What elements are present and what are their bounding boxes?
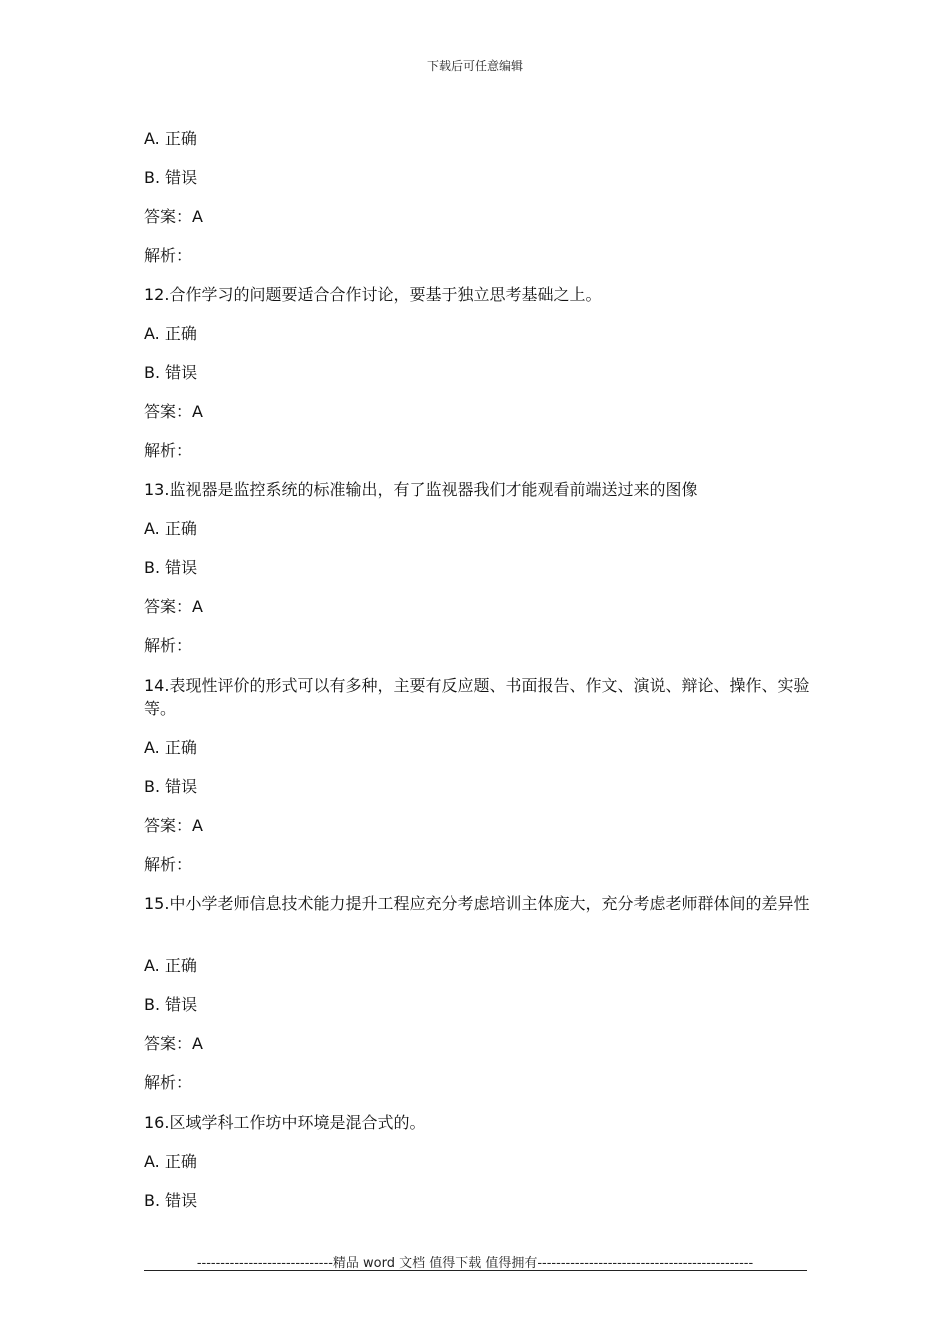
option-a: A. 正确	[144, 519, 197, 538]
option-b: B. 错误	[144, 1191, 198, 1210]
option-a: A. 正确	[144, 956, 197, 975]
option-a: A. 正确	[144, 738, 197, 757]
question-15: 15.中小学老师信息技术能力提升工程应充分考虑培训主体庞大，充分考虑老师群体间的差异性	[144, 894, 810, 913]
analysis-line: 解析：	[144, 636, 193, 655]
option-b: B. 错误	[144, 777, 198, 796]
analysis-line: 解析：	[144, 855, 193, 874]
answer-line: 答案：A	[144, 816, 203, 835]
answer-line: 答案：A	[144, 597, 203, 616]
analysis-line: 解析：	[144, 441, 193, 460]
option-a: A. 正确	[144, 129, 197, 148]
analysis-line: 解析：	[144, 1073, 193, 1092]
analysis-line: 解析：	[144, 246, 193, 265]
answer-line: 答案：A	[144, 402, 203, 421]
footer-divider	[144, 1270, 807, 1271]
option-a: A. 正确	[144, 1152, 197, 1171]
answer-line: 答案：A	[144, 1034, 203, 1053]
page-header-note: 下载后可任意编辑	[426, 59, 523, 73]
question-14: 14.表现性评价的形式可以有多种，主要有反应题、书面报告、作文、演说、辩论、操作、实验等。	[144, 676, 810, 718]
option-b: B. 错误	[144, 558, 198, 577]
option-b: B. 错误	[144, 168, 198, 187]
question-12: 12.合作学习的问题要适合合作讨论，要基于独立思考基础之上。	[144, 285, 602, 304]
option-b: B. 错误	[144, 995, 198, 1014]
answer-line: 答案：A	[144, 207, 203, 226]
question-13: 13.监视器是监控系统的标准输出，有了监视器我们才能观看前端送过来的图像	[144, 480, 698, 499]
option-b: B. 错误	[144, 363, 198, 382]
page-footer-note: -----------------------------精品 word 文档 值得下载 值得拥有----------------------------------------------	[196, 1256, 754, 1271]
option-a: A. 正确	[144, 324, 197, 343]
question-16: 16.区域学科工作坊中环境是混合式的。	[144, 1113, 426, 1132]
